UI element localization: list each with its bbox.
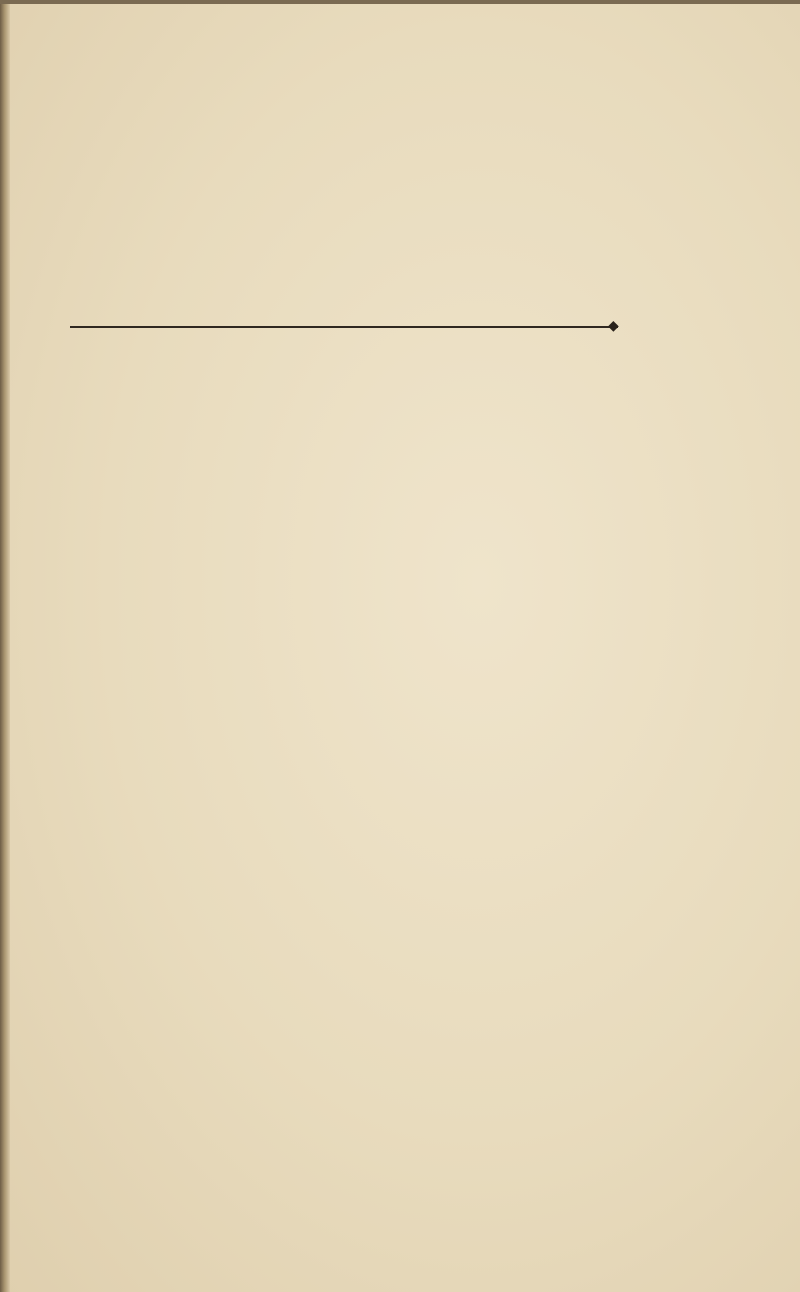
rule-ornament-icon: ◆ <box>608 318 619 334</box>
page-binding-edge <box>0 0 10 1292</box>
section-divider-rule <box>70 326 618 328</box>
page-top-edge <box>0 0 800 4</box>
